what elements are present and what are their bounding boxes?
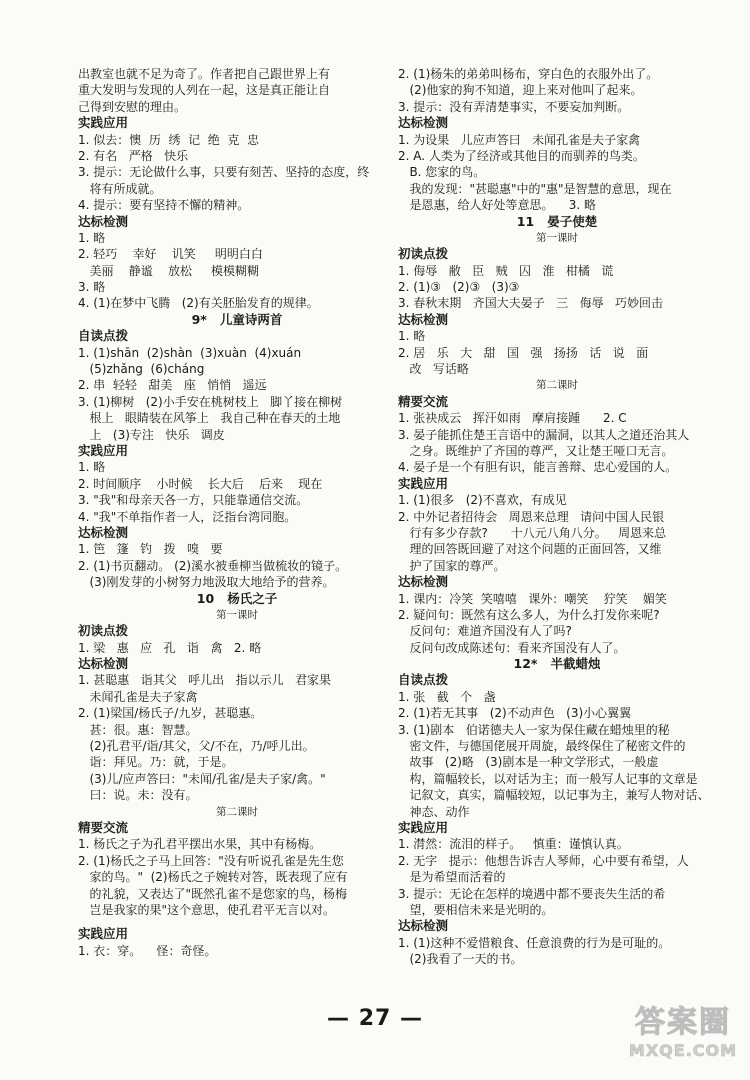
text-line: 3. 提示：无论做什么事，只要有刻苦、坚持的态度，终 [78,165,370,180]
text-line: 3. 晏子能抓住楚王言语中的漏洞，以其人之道还治其人 [398,427,690,442]
text-line: 2. (1)③ (2)③ (3)③ [398,280,520,295]
section-heading: 达标检测 [78,524,129,540]
right-column [398,66,716,967]
text-line: 2. (1)杨朱的弟弟叫杨布，穿白色的衣服外出了。 [398,67,659,81]
section-heading: 实践应用 [398,475,449,491]
text-line: 1. 衣：穿。 怪：奇怪。 [78,943,217,958]
text-line: 神态、动作 [398,804,470,819]
text-line: 构，篇幅较长，以对话为主；而一般写人记事的文章是 [398,771,698,786]
section-heading: 实践应用 [78,926,129,942]
text-line: 2. 串 轻轻 甜美 座 悄悄 遥远 [78,378,267,393]
text-line: 3. 春秋末期 齐国大夫晏子 三 侮辱 巧妙回击 [398,296,664,311]
text-line: 3. 略 [78,280,106,295]
text-line: 2. 有名 严格 快乐 [78,148,189,163]
text-line: 1. 为设果 儿应声答曰 未闻孔雀是夫子家禽 [398,132,641,147]
lesson-title: 12* 半截蜡烛 [513,656,601,672]
text-line: 望，要相信未来是光明的。 [398,902,554,917]
text-line: 反问句：难道齐国没有人了吗? [398,624,572,639]
text-line: 4. 晏子是一个有胆有识，能言善辩、忠心爱国的人。 [398,460,678,475]
lesson-period: 第二课时 [536,379,578,392]
text-line: 护了国家的尊严。 [398,558,506,573]
text-line: 是为希望而活着的 [398,870,506,885]
lesson-period: 第一课时 [216,608,258,621]
text-line: 己得到安慰的理由。 [78,99,187,114]
text-line: 改 写话略 [398,362,469,377]
text-line: B. 您家的鸟。 [398,165,486,180]
text-line: 1. 略 [78,460,106,475]
text-line: 2. 疑问句：既然有这么多人，为什么打发你来呢? [398,607,660,622]
text-line: 2. (1)书页翻动。 (2)溪水被垂柳当做梳妆的镜子。 [78,558,348,573]
text-line: 故事 (2)略 (3)剧本是一种文学形式，一般虚 [398,755,659,770]
left-column [78,66,396,959]
text-line: 1. 笆 篷 钓 拨 嗅 要 [78,542,223,557]
section-heading: 达标检测 [78,213,129,229]
text-line: 1. (1)这种不爱惜粮食、任意浪费的行为是可耻的。 [398,935,671,950]
text-line: 4. 提示：要有坚持不懈的精神。 [78,198,250,213]
text-line: 诣：拜见。乃：就，于是。 [78,755,234,770]
text-line: 1. 张袂成云 挥汗如雨 摩肩接踵 2. C [398,411,627,426]
text-line: 1. 杨氏之子为孔君平摆出水果，其中有杨梅。 [78,837,322,852]
text-line: 之身。既维护了齐国的尊严，又让楚王哑口无言。 [398,443,674,458]
text-line: 曰：说。未：没有。 [78,788,198,803]
text-line: 1. 课内：冷笑 笑嘻嘻 课外：嘲笑 狞笑 媚笑 [398,591,667,606]
text-line: 2. A. 人类为了经济或其他目的而驯养的鸟类。 [398,148,645,163]
text-line: 3. "我"和母亲天各一方，只能靠通信交流。 [78,493,309,508]
text-line: 1. (1)很多 (2)不喜欢，有成见 [398,493,567,508]
text-line: 甚：很。惠：智慧。 [78,722,198,737]
text-line: 我的发现："甚聪惠"中的"惠"是智慧的意思，现在 [398,181,672,196]
watermark-top-text: 答案圈 [635,1005,731,1040]
text-line: 反问句改成陈述句：看来齐国没有人了。 [398,640,626,655]
page-number: — 27 — [327,1006,423,1031]
section-heading: 精要交流 [78,819,129,835]
text-line: 4. (1)在梦中飞腾 (2)有关胚胎发育的规律。 [78,296,319,311]
watermark-logo [622,1006,744,1076]
text-line: 行有多少存款? 十八元八角八分。 周恩来总 [398,525,667,540]
lesson-period: 第二课时 [216,805,258,818]
watermark-bottom-text: MXQE.COM [628,1041,738,1060]
text-line: 1. 甚聪惠 诣其父 呼儿出 指以示儿 君家果 [78,673,332,688]
spacer [78,918,396,926]
text-line: 2. 无字 提示：他想告诉吉人琴师，心中要有希望，人 [398,853,689,868]
text-line: 1. 略 [398,329,426,344]
text-line: 理的回答既回避了对这个问题的正面回答，又维 [398,542,662,557]
section-heading: 自读点拨 [398,672,449,688]
text-line: 3. 提示：无论在怎样的境遇中都不要丧失生活的希 [398,886,666,901]
lesson-title: 9* 儿童诗两首 [191,311,283,327]
text-line: 记叙文，真实，篇幅较短，以记事为主，兼写人物对话、 [398,788,710,803]
text-line: 是恩惠，给人好处等意思。 3. 略 [398,198,596,213]
section-heading: 实践应用 [78,115,129,131]
text-line: 1. 略 [78,230,106,245]
text-line: 未闻孔雀是夫子家禽 [78,689,198,704]
text-line: 1. 似去：懊 历 绣 记 绝 克 忠 [78,132,260,147]
lesson-title: 10 杨氏之子 [196,590,278,606]
text-line: 2. 居 乐 大 甜 国 强 扬扬 话 说 面 [398,345,649,360]
text-line: 1. 张 截 个 盏 [398,689,496,704]
text-line: (2)孔君平/诣/其父，父/不在，乃/呼儿出。 [78,739,315,754]
section-heading: 初读点拨 [398,246,449,262]
section-heading: 达标检测 [78,656,129,672]
lesson-title: 11 晏子使楚 [516,213,598,229]
text-line: 2. 轻巧 幸好 讥笑 明明白白 [78,247,263,262]
text-line: (3)儿/应声答曰："未闻/孔雀/是夫子家/禽。" [78,771,326,786]
text-line: 2. 时间顺序 小时候 长大后 后来 现在 [78,476,323,491]
text-line: 重大发明与发现的人列在一起，这是真正能让自 [78,83,331,98]
text-line: 出教室也就不足为奇了。作者把自己跟世界上有 [78,67,331,81]
section-heading: 实践应用 [78,442,129,458]
text-line: 上 (3)专注 快乐 调皮 [78,427,225,442]
section-heading: 达标检测 [398,574,449,590]
text-line: (5)zhǎng (6)cháng [78,362,205,377]
text-line: 1. 侮辱 敝 臣 贼 囚 淮 柑橘 谎 [398,263,614,278]
text-line: 的礼貌，又表达了"既然孔雀不是您家的鸟，杨梅 [78,886,347,901]
section-heading: 自读点拨 [78,328,129,344]
text-line: 3. (1)剧本 伯诺德夫人一家为保住藏在蜡烛里的秘 [398,722,670,737]
text-line: 岂是我家的果"这个意思，使孔君平无言以对。 [78,902,335,917]
section-heading: 达标检测 [398,311,449,327]
text-line: 3. 提示：没有弄清楚事实，不要妄加判断。 [398,99,630,114]
text-line: 1. (1)shān (2)shàn (3)xuàn (4)xuán [78,345,302,360]
text-line: 根上 眼睛装在风筝上 我自己种在春天的土地 [78,411,341,426]
text-line: 2. (1)梁国/杨氏子/九岁，甚聪惠。 [78,706,263,721]
section-heading: 初读点拨 [78,623,129,639]
text-line: 将有所成就。 [78,181,162,196]
section-heading: 精要交流 [398,393,449,409]
text-line: 2. (1)杨氏之子马上回答："没有听说孔雀是先生您 [78,853,344,868]
text-line: 2. (1)若无其事 (2)不动声色 (3)小心翼翼 [398,706,632,721]
text-line: 1. 梁 惠 应 孔 诣 禽 2. 略 [78,640,262,655]
text-line: 4. "我"不单指作者一人，泛指台湾同胞。 [78,509,297,524]
text-line: 家的鸟。" (2)杨氏之子婉转对答，既表现了应有 [78,870,348,885]
text-line: (2)我看了一天的书。 [398,952,523,967]
text-line: 美丽 静谧 放松 模模糊糊 [78,263,260,278]
section-heading: 实践应用 [398,819,449,835]
text-line: (2)他家的狗不知道，迎上来对他叫了起来。 [398,83,643,98]
text-line: 密文件，与德国佬展开周旋，最终保住了秘密文件的 [398,739,686,754]
text-line: 2. 中外记者招待会 周恩来总理 请问中国人民银 [398,509,665,524]
text-line: (3)刚发芽的小树努力地汲取大地给予的营养。 [78,575,335,590]
section-heading: 达标检测 [398,918,449,934]
text-line: 1. 潸然：流泪的样子。 慎重：谨慎认真。 [398,837,629,852]
lesson-period: 第一课时 [536,231,578,244]
text-line: 3. (1)柳树 (2)小手安在桃树枝上 脚丫接在柳树 [78,394,343,409]
section-heading: 达标检测 [398,115,449,131]
